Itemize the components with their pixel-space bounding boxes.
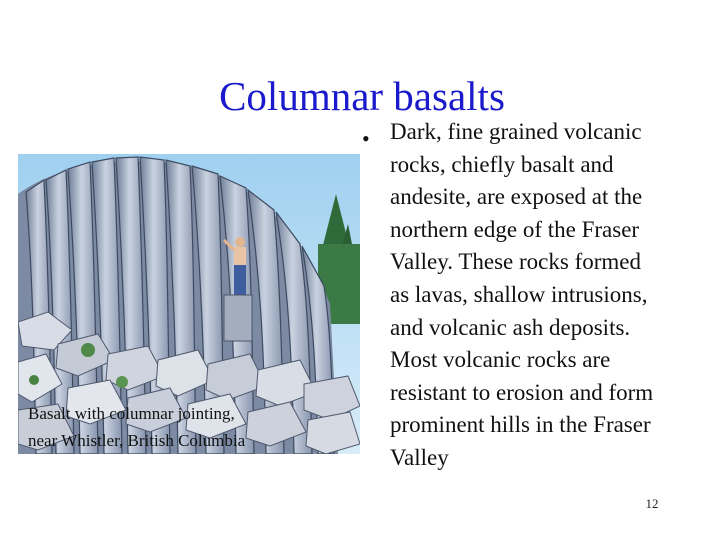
- bullet-line: rocks, chiefly basalt and: [390, 151, 614, 177]
- bullet-line: Valley: [390, 444, 449, 470]
- photo-caption-line: Basalt with columnar jointing,: [28, 404, 235, 423]
- bullet-text: [390, 116, 714, 475]
- bullet-line: and volcanic ash deposits.: [390, 314, 631, 340]
- photo-caption: [28, 400, 358, 454]
- bullet-marker: •: [362, 126, 370, 151]
- bullet-line: prominent hills in the Fraser: [390, 412, 651, 438]
- page-number: 12: [645, 496, 659, 511]
- bullet-line: as lavas, shallow intrusions,: [390, 281, 648, 307]
- bullet-line: northern edge of the Fraser: [390, 216, 640, 242]
- slide-title: Columnar basalts: [219, 73, 505, 119]
- bullet-line: Valley. These rocks formed: [390, 249, 642, 275]
- photo-caption-line: near Whistler, British Columbia: [28, 431, 246, 450]
- bullet-line: Dark, fine grained volcanic: [390, 119, 642, 144]
- bullet-line: Most volcanic rocks are: [390, 347, 611, 373]
- bullet-line: resistant to erosion and form: [390, 379, 654, 405]
- bullet-line: andesite, are exposed at the: [390, 184, 643, 210]
